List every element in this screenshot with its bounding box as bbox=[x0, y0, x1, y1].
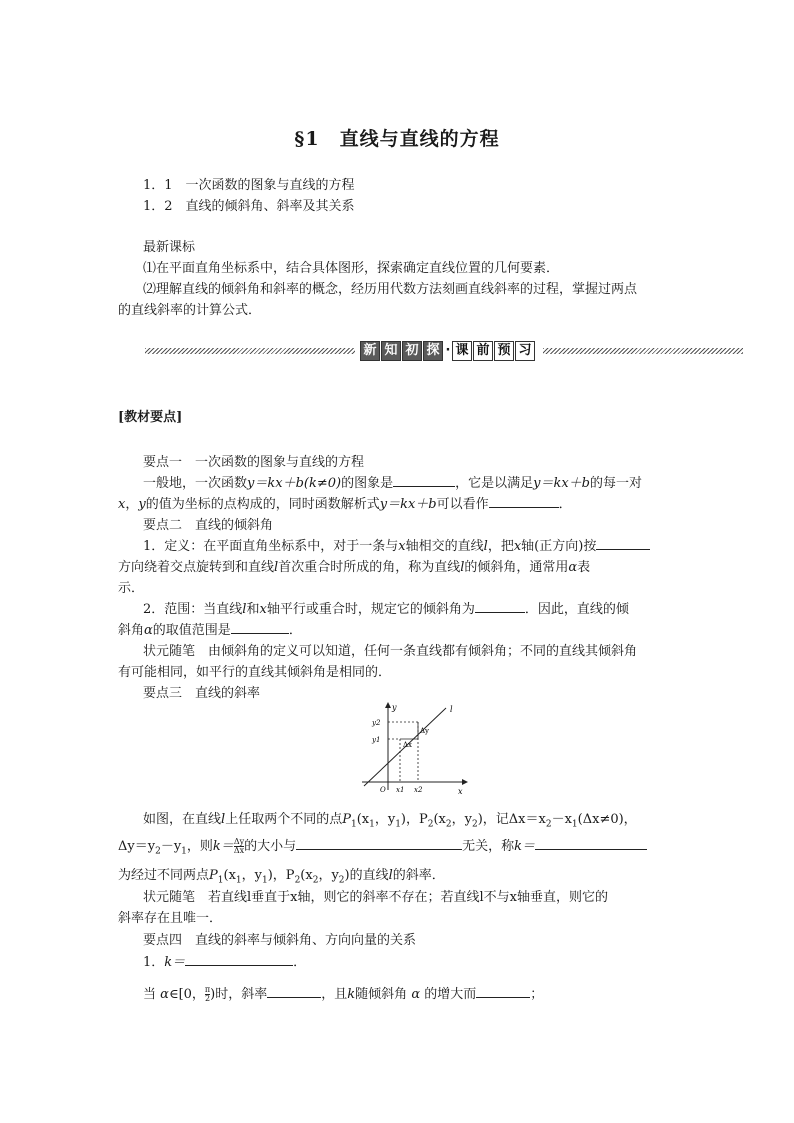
point-3-note-line-2: 斜率存在且唯一． bbox=[118, 911, 223, 926]
standards-item-2-line-2: 的直线斜率的计算公式． bbox=[118, 303, 262, 318]
answer-blank[interactable] bbox=[476, 985, 530, 998]
point-2-def-line-2: 方向绕着交点旋转到和直线l首次重合时所成的角，称为直线l的倾斜角，通常用α表 bbox=[118, 560, 591, 575]
answer-blank[interactable] bbox=[231, 621, 289, 634]
fig-label-dy: Δy bbox=[420, 727, 430, 735]
point-3-heading: 要点三 直线的斜率 bbox=[143, 686, 261, 701]
banner-dot: · bbox=[445, 343, 451, 358]
fig-label-y1: y1 bbox=[372, 736, 381, 744]
banner-char: 前 bbox=[473, 341, 493, 361]
fig-label-dx: Δx bbox=[403, 741, 413, 749]
answer-blank[interactable] bbox=[475, 600, 525, 613]
point-2-range-line-1: 2．范围：当直线l和x轴平行或重合时，规定它的倾斜角为 ．因此，直线的倾 bbox=[143, 602, 629, 617]
slope-figure bbox=[350, 700, 470, 796]
point-3-note-line-1: 状元随笔 若直线l垂直于x轴，则它的斜率不存在；若直线l不与x轴垂直，则它的 bbox=[143, 890, 608, 905]
fig-label-x1: x1 bbox=[396, 786, 405, 794]
answer-blank[interactable] bbox=[489, 495, 559, 508]
banner-char: 探 bbox=[423, 341, 443, 361]
point-4-heading: 要点四 直线的斜率与倾斜角、方向向量的关系 bbox=[143, 933, 417, 948]
banner-hatch-right bbox=[543, 348, 743, 354]
banner-char: 习 bbox=[515, 341, 535, 361]
fig-label-y2: y2 bbox=[372, 719, 381, 727]
subsection-2: 1．2 直线的倾斜角、斜率及其关系 bbox=[143, 199, 355, 214]
fig-label-y: y bbox=[392, 703, 397, 712]
x-axis-arrow bbox=[462, 779, 468, 785]
banner-hatch-left bbox=[145, 348, 355, 354]
answer-blank[interactable] bbox=[393, 474, 455, 487]
point-2-range-line-2: 斜角α的取值范围是 ． bbox=[118, 623, 302, 638]
banner-char: 预 bbox=[494, 341, 514, 361]
fig-label-x: x bbox=[458, 787, 463, 796]
subsection-1: 1．1 一次函数的图象与直线的方程 bbox=[143, 178, 355, 193]
answer-blank[interactable] bbox=[535, 837, 647, 850]
banner-char: 新 bbox=[360, 341, 380, 361]
point-1-heading: 要点一 一次函数的图象与直线的方程 bbox=[143, 455, 365, 470]
standards-heading: 最新课标 bbox=[143, 240, 196, 255]
point-2-def-line-1: 1．定义：在平面直角坐标系中，对于一条与x轴相交的直线l，把x轴(正方向)按 bbox=[143, 537, 650, 556]
section-label: [教材要点] bbox=[118, 410, 183, 425]
fig-label-origin: O bbox=[380, 786, 386, 794]
point-3-line-2: $\Delta y=y_2-y_1$，则k＝ $\frac{\Delta y}{\Delta x}$ 的大小与 无关，称k＝ bbox=[118, 837, 647, 862]
fig-label-l: l bbox=[450, 705, 453, 714]
y-axis-arrow bbox=[385, 702, 391, 708]
point-2-note-line-1: 状元随笔 由倾斜角的定义可以知道，任何一条直线都有倾斜角；不同的直线其倾斜角 bbox=[143, 644, 638, 659]
point-4-line-2: 当 α∈[0， $\frac{\pi}{2}$ )时，斜率 ，且k随倾斜角 α 的增大而 ； bbox=[143, 985, 544, 1003]
point-2-note-line-2: 有可能相同，如平行的直线其倾斜角是相同的． bbox=[118, 665, 392, 680]
answer-blank[interactable] bbox=[185, 953, 293, 966]
banner-char: 课 bbox=[452, 341, 472, 361]
standards-item-2-line-1: ⑵理解直线的倾斜角和斜率的概念，经历用代数方法刻画直线斜率的过程，掌握过两点 bbox=[143, 282, 638, 297]
fraction-pi-over-2: $\frac{\pi}{2}$ bbox=[204, 985, 211, 1003]
fraction-dy-dx: $\frac{\Delta y}{\Delta x}$ bbox=[233, 837, 245, 855]
answer-blank[interactable] bbox=[267, 985, 321, 998]
fig-label-x2: x2 bbox=[414, 786, 423, 794]
point-2-def-line-3: 示． bbox=[118, 581, 145, 596]
answer-blank[interactable] bbox=[296, 837, 462, 850]
point-3-line-3: 为经过不同两点$P_1(x_1$，$y_1$)，$P_2(x_2$，$y_2$)的直线l的斜率． bbox=[118, 868, 445, 886]
standards-item-1: ⑴在平面直角坐标系中，结合具体图形，探索确定直线位置的几何要素． bbox=[143, 261, 560, 276]
banner-char: 初 bbox=[402, 341, 422, 361]
page-title: §1 直线与直线的方程 bbox=[294, 128, 500, 150]
point-1-line-1: 一般地，一次函数y＝kx＋b(k≠0)的图象是 ，它是以满足y＝kx＋b的每一对 bbox=[143, 476, 643, 491]
answer-blank[interactable] bbox=[596, 537, 650, 550]
section-banner bbox=[360, 341, 536, 361]
banner-char: 知 bbox=[381, 341, 401, 361]
point-3-line-1: 如图，在直线l上任取两个不同的点$P_1(x_1$，$y_1$)，$P_2(x_2$，$y_2$)，记$\Delta x=x_2-x_1(\Delta x\ne 0)$， bbox=[143, 812, 637, 830]
point-2-heading: 要点二 直线的倾斜角 bbox=[143, 518, 274, 533]
point-4-line-1: 1．k＝ ． bbox=[143, 955, 307, 970]
point-1-line-2: x，y的值为坐标的点构成的，同时函数解析式y＝kx＋b可以看作 ． bbox=[118, 497, 572, 512]
